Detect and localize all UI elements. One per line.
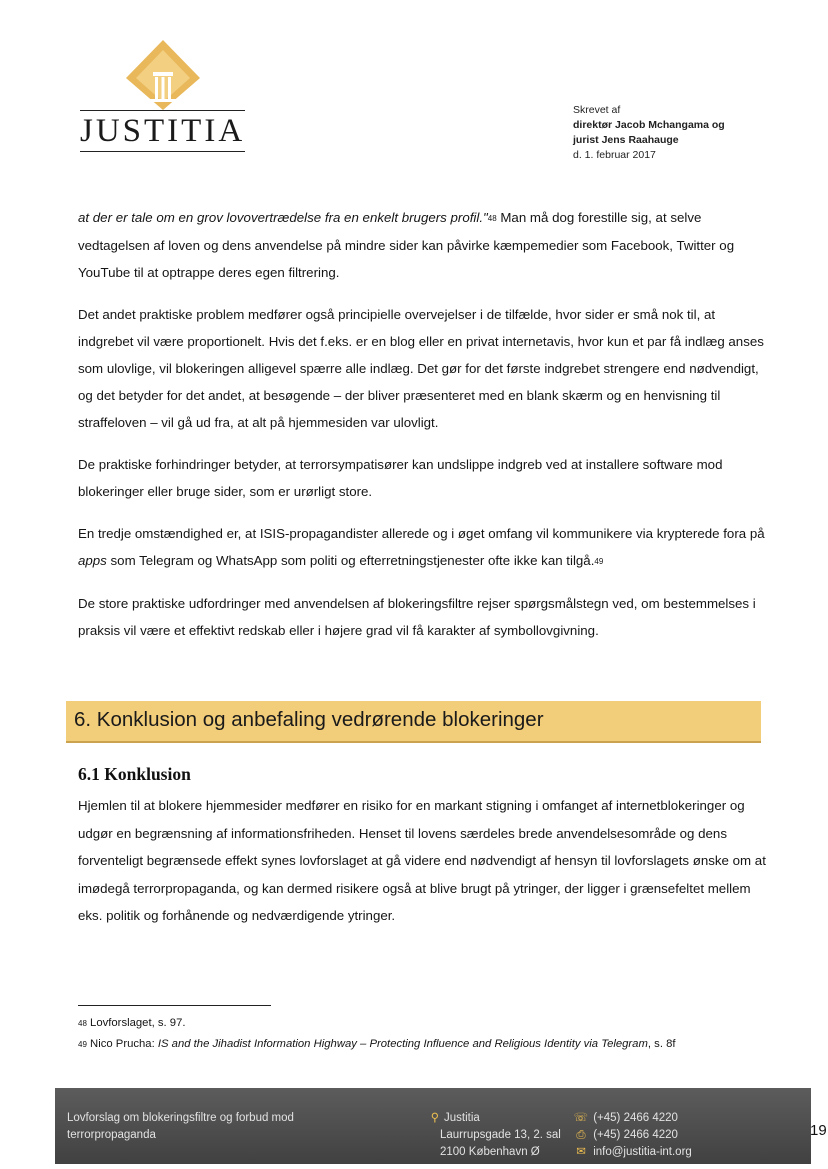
footnote-number: 48 [78, 1019, 87, 1028]
footer-phone[interactable]: (+45) 2466 4220 [593, 1112, 678, 1124]
paragraph-text: Man må dog forestille sig, at selve vedtagelsen af loven og dens anvendelse på mindre sider kan påvirke kæmpemedier som Facebook, Twitter og YouTube til at optrappe deres egen filtrering. [78, 210, 735, 280]
footnote-number: 49 [78, 1040, 87, 1049]
footer-title-line: terrorpropaganda [67, 1129, 156, 1141]
footnote-48 [78, 1013, 778, 1034]
paragraph [78, 520, 768, 575]
footnote-49 [78, 1034, 778, 1055]
author-date: d. 1. februar 2017 [573, 149, 656, 161]
paragraph-text: En tredje omstændighed er, at ISIS-propagandister allerede og i øget omfang vil kommunikere via krypterede fora på [78, 526, 765, 541]
paragraph: De store praktiske udfordringer med anvendelsen af blokeringsfiltre rejser spørgsmålstegn ved, om bestemmelses i praksis vil være et effektivt redskab eller i højere grad vil få karakter af symbollovgivning. [78, 596, 756, 638]
logo-wordmark: JUSTITIA [80, 113, 246, 149]
author-line: direktør Jacob Mchangama og [573, 119, 725, 131]
section-heading-bar [66, 701, 761, 743]
author-block [573, 103, 725, 163]
footnote-ref[interactable]: 48 [487, 214, 497, 223]
footnotes [78, 1013, 778, 1055]
paragraph: Det andet praktiske problem medfører også principielle overvejelser i de tilfælde, hvor sider er små nok til, at indgrebet vil være proportionelt. Hvis det f.eks. er en blog eller en privat internetavis, hvor kun et par få indlæg anses som ulovlige, vil blokeringen alligevel spærre alle indlæg. Det gør for det første indgrebet strengere end nødvendigt, og det betyder for det andet, at besøgende – der bliver præsenteret med en blank skærm og en henvisning til straffeloven – vil gå ud fra, at alt på hjemmesiden var ulovligt. [78, 307, 764, 430]
footer-fax: (+45) 2466 4220 [593, 1129, 678, 1141]
footnote-text: Lovforslaget, s. 97. [86, 1017, 186, 1029]
author-line: Skrevet af [573, 104, 621, 116]
footer-email-link[interactable]: info@justitia-int.org [593, 1146, 692, 1158]
logo-rule-top [80, 110, 245, 111]
footnote-ref[interactable]: 49 [594, 557, 604, 566]
phone-icon: ☏ [573, 1112, 589, 1124]
footnote-author: Nico Prucha: [86, 1038, 158, 1050]
footnote-title: IS and the Jihadist Information Highway – Protecting Influence and Religious Identity via Telegram [157, 1038, 648, 1050]
conclusion-paragraph: Hjemlen til at blokere hjemmesider medfører en risiko for en markant stigning i omfanget af internetblokeringer og udgør en begrænsning af informationsfriheden. Henset til lovens særdeles brede anvendelsesområde og dens forventeligt begrænsede effekt synes lovforslaget at gå videre end nødvendigt af hensyn til lovforslagets ønske om at imødegå terrorpropaganda, og kan dermed risikere også at blive brugt på ytringer, der ligger i grænsefeltet mellem eks. politik og forhånende og nedværdigende ytringer. [78, 798, 766, 923]
section-heading: 6. Konklusion og anbefaling vedrørende blokeringer [74, 708, 544, 731]
footer-contact [572, 1110, 692, 1161]
location-pin-icon: ⚲ [430, 1112, 440, 1124]
subsection-heading: 6.1 Konklusion [78, 764, 191, 784]
footnote-page: , s. 8f [647, 1038, 676, 1050]
footer-org: Justitia [444, 1112, 480, 1124]
paragraph-text: som Telegram og WhatsApp som politi og efterretningstjenester ofte ikke kan tilgå. [106, 553, 595, 568]
footer-address [426, 1110, 561, 1161]
quote-italic: at der er tale om en grov lovovertrædelse fra en enkelt brugers profil." [78, 210, 488, 225]
footer-title-line: Lovforslag om blokeringsfiltre og forbud mod [67, 1112, 294, 1124]
logo-rule-bottom [80, 151, 245, 152]
fax-icon: ⎙ [576, 1129, 586, 1141]
page-footer [55, 1088, 811, 1164]
paragraph [78, 204, 768, 286]
apps-italic: apps [78, 553, 107, 568]
footer-document-title [67, 1110, 294, 1144]
footer-street: Laurrupsgade 13, 2. sal [440, 1129, 561, 1141]
paragraph: De praktiske forhindringer betyder, at terrorsympatisører kan undslippe indgreb ved at installere software mod blokeringer eller bruge sider, som er urørligt store. [78, 457, 723, 499]
footer-city: 2100 København Ø [440, 1146, 540, 1158]
footnote-separator [78, 1005, 271, 1006]
body-text [78, 204, 768, 659]
logo-pillar-icon [126, 40, 200, 110]
page-number: 19 [810, 1122, 827, 1139]
author-line: jurist Jens Raahauge [573, 134, 679, 146]
mail-icon: ✉ [576, 1146, 586, 1158]
justitia-logo [80, 40, 245, 155]
